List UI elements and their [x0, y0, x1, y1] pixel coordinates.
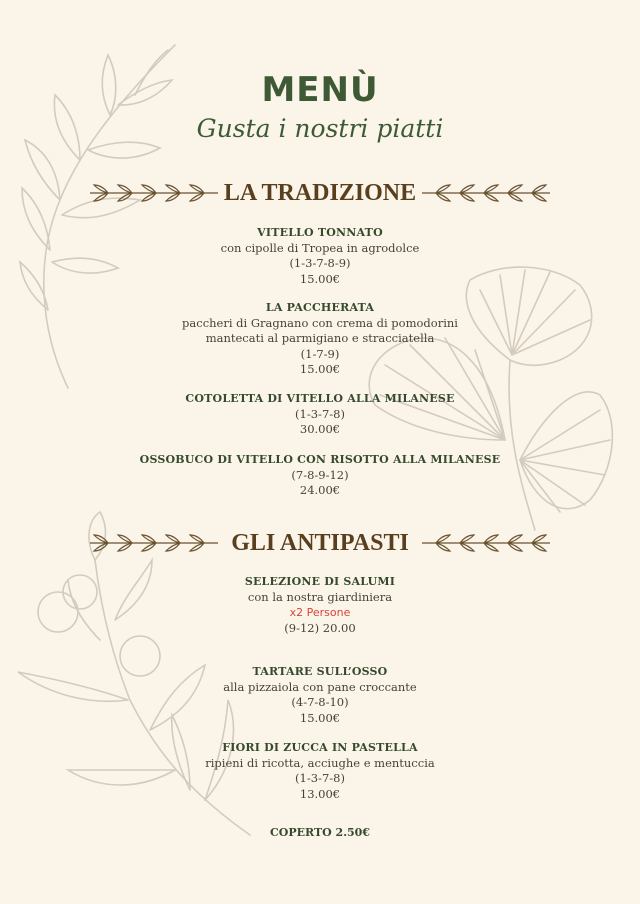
item-name: LA PACCHERATA: [265, 301, 375, 314]
item-allergens-price: (9-12) 20.00: [284, 620, 356, 635]
item-description: alla pizzaiola con pane croccante: [223, 679, 417, 694]
item-price: 13.00€: [299, 786, 341, 801]
menu-subtitle: Gusta i nostri piatti: [196, 114, 444, 143]
item-note: x2 Persone: [289, 606, 351, 619]
item-name: FIORI DI ZUCCA IN PASTELLA: [222, 741, 418, 754]
coperto-charge: COPERTO 2.50€: [270, 826, 370, 839]
menu-item-la-paccherata: [0, 300, 640, 378]
item-allergens: (7-8-9-12): [291, 467, 349, 482]
item-description: mantecati al parmigiano e stracciatella: [205, 331, 435, 345]
item-description: con cipolle di Tropea in agrodolce: [220, 240, 420, 255]
menu-item-tartare: [0, 664, 640, 726]
item-description: paccheri di Gragnano con crema di pomodorini: [182, 315, 458, 330]
item-name: COTOLETTA DI VITELLO ALLA MILANESE: [185, 392, 455, 405]
item-price: 24.00€: [299, 483, 341, 497]
menu-item-vitello-tonnato: [0, 225, 640, 287]
item-price: 30.00€: [299, 422, 341, 436]
menu-item-cotoletta: [0, 391, 640, 438]
item-allergens: (1-3-7-8): [295, 406, 345, 421]
item-name: VITELLO TONNATO: [257, 226, 383, 239]
section-title-antipasti: GLI ANTIPASTI: [231, 530, 409, 556]
item-description: ripieni di ricotta, acciughe e mentuccia: [205, 755, 435, 770]
menu-item-fiori-di-zucca: [0, 740, 640, 802]
laurel-sprig-divider-right: [420, 531, 552, 555]
menu-item-selezione-salumi: [0, 574, 640, 636]
menu-title: MENÙ: [261, 70, 379, 110]
laurel-sprig-divider-right: [420, 181, 552, 205]
section-title-tradizione: LA TRADIZIONE: [223, 180, 417, 206]
item-allergens: (1-3-7-8): [295, 771, 345, 785]
item-price: 15.00€: [299, 362, 341, 376]
item-price: 15.00€: [299, 710, 341, 725]
menu-item-ossobuco: [0, 452, 640, 499]
item-name: TARTARE SULL’OSSO: [252, 665, 388, 678]
item-allergens: (1-3-7-8-9): [289, 256, 351, 270]
item-name: SELEZIONE DI SALUMI: [244, 575, 396, 588]
item-allergens: (4-7-8-10): [291, 695, 349, 709]
item-description: con la nostra giardiniera: [247, 589, 393, 604]
item-name: OSSOBUCO DI VITELLO CON RISOTTO ALLA MILANESE: [139, 453, 501, 466]
item-price: 15.00€: [299, 271, 341, 286]
item-allergens: (1-7-9): [300, 346, 340, 361]
